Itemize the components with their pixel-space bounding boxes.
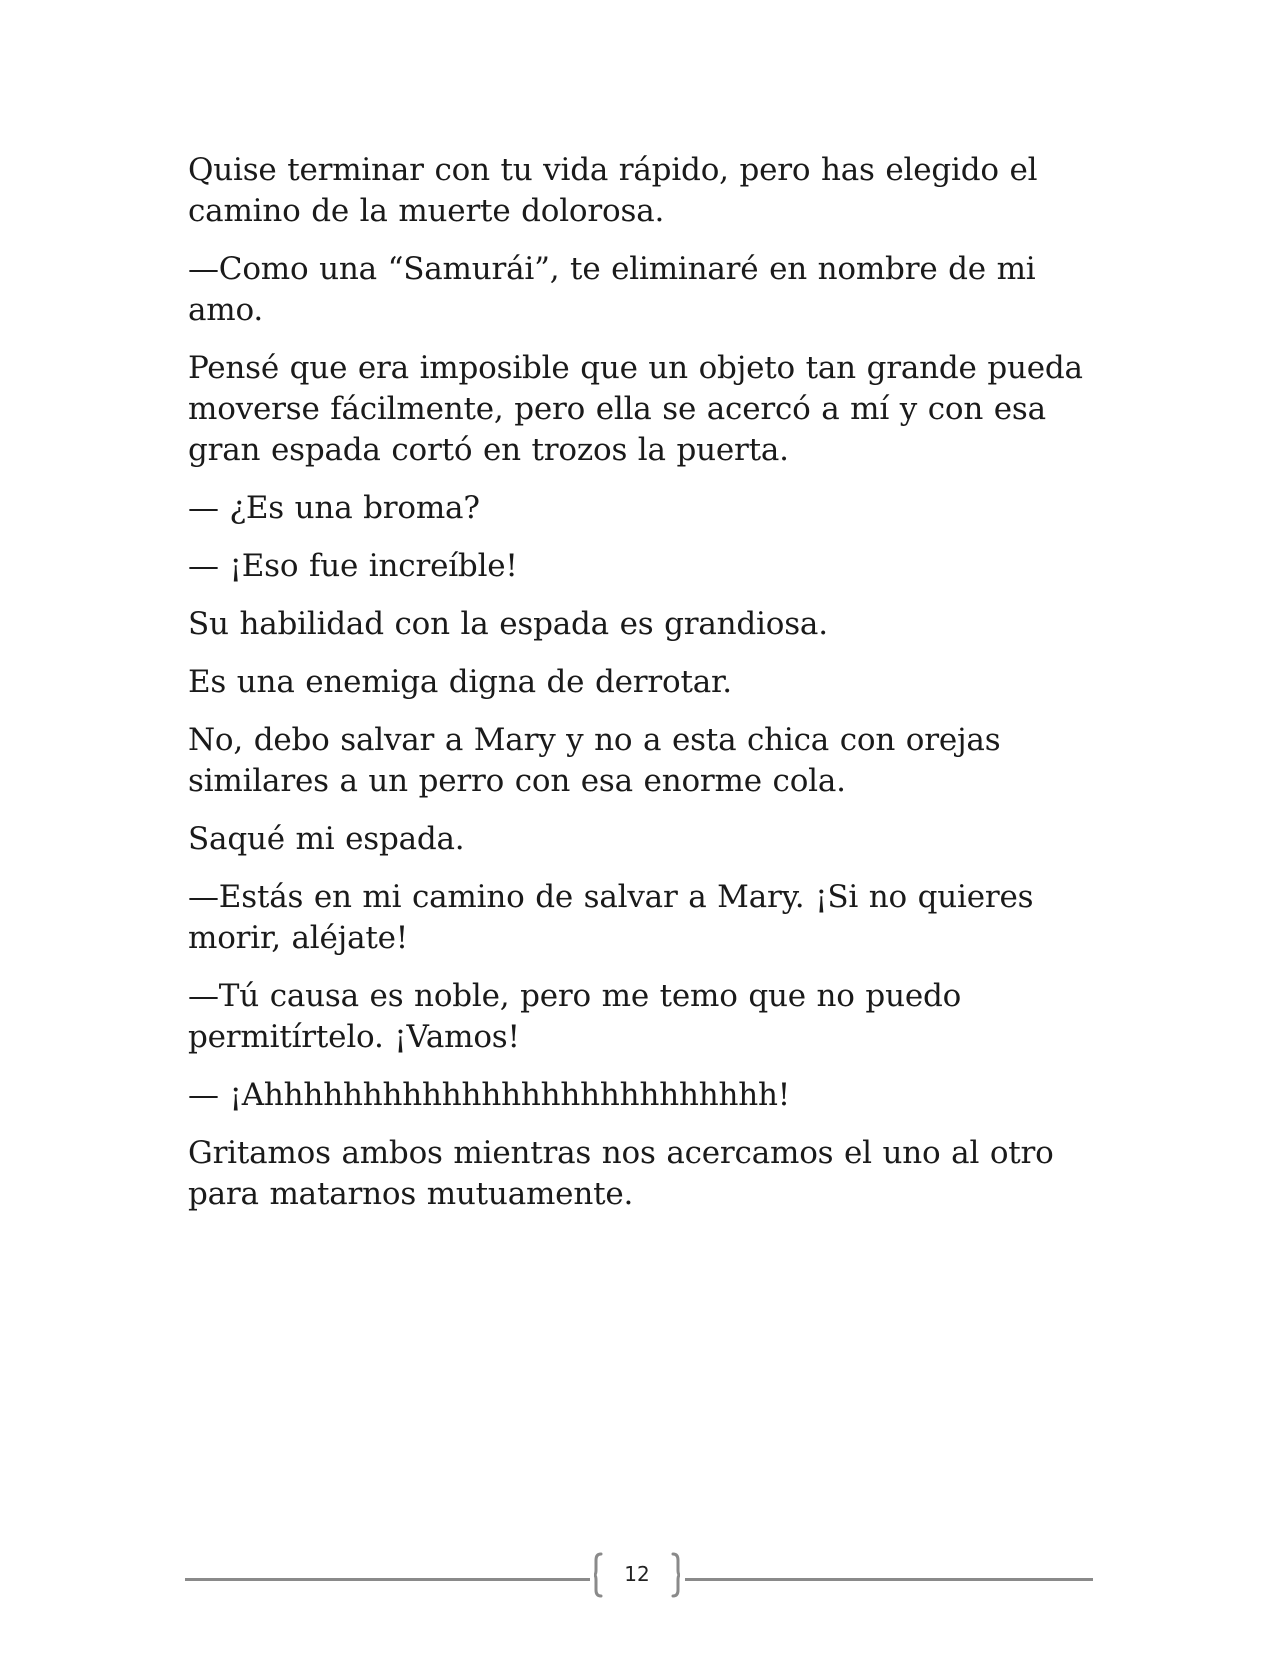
paragraph-1: Quise terminar con tu vida rápido, pero has elegido el camino de la muerte dolorosa.: [188, 152, 1038, 229]
paragraph-7: Es una enemiga digna de derrotar.: [188, 664, 732, 700]
right-bracket-icon: [671, 1552, 681, 1598]
page-body: [188, 150, 1088, 1232]
paragraph-5: — ¡Eso fue increíble!: [188, 548, 518, 584]
paragraph-8: No, debo salvar a Mary y no a esta chica con orejas similares a un perro con esa enorme cola.: [188, 722, 1001, 799]
paragraph-13: Gritamos ambos mientras nos acercamos el uno al otro para matarnos mutuamente.: [188, 1135, 1054, 1212]
paragraph-12: — ¡Ahhhhhhhhhhhhhhhhhhhhhhhhhh!: [188, 1077, 791, 1113]
page-number: 12: [624, 1562, 650, 1586]
paragraph-2: —Como una “Samurái”, te eliminaré en nombre de mi amo.: [188, 251, 1036, 328]
paragraph-4: — ¿Es una broma?: [188, 490, 480, 526]
page-footer: [185, 1552, 1093, 1606]
footer-rule-left: [185, 1578, 590, 1581]
footer-rule-right: [685, 1578, 1093, 1581]
paragraph-6: Su habilidad con la espada es grandiosa.: [188, 606, 828, 642]
paragraph-3: Pensé que era imposible que un objeto tan grande pueda moverse fácilmente, pero ella se acercó a mí y con esa gran espada cortó en trozos la puerta.: [188, 350, 1083, 468]
paragraph-10: —Estás en mi camino de salvar a Mary. ¡Si no quieres morir, aléjate!: [188, 879, 1034, 956]
paragraph-11: —Tú causa es noble, pero me temo que no puedo permitírtelo. ¡Vamos!: [188, 978, 962, 1055]
left-bracket-icon: [593, 1552, 603, 1598]
paragraph-9: Saqué mi espada.: [188, 821, 465, 857]
